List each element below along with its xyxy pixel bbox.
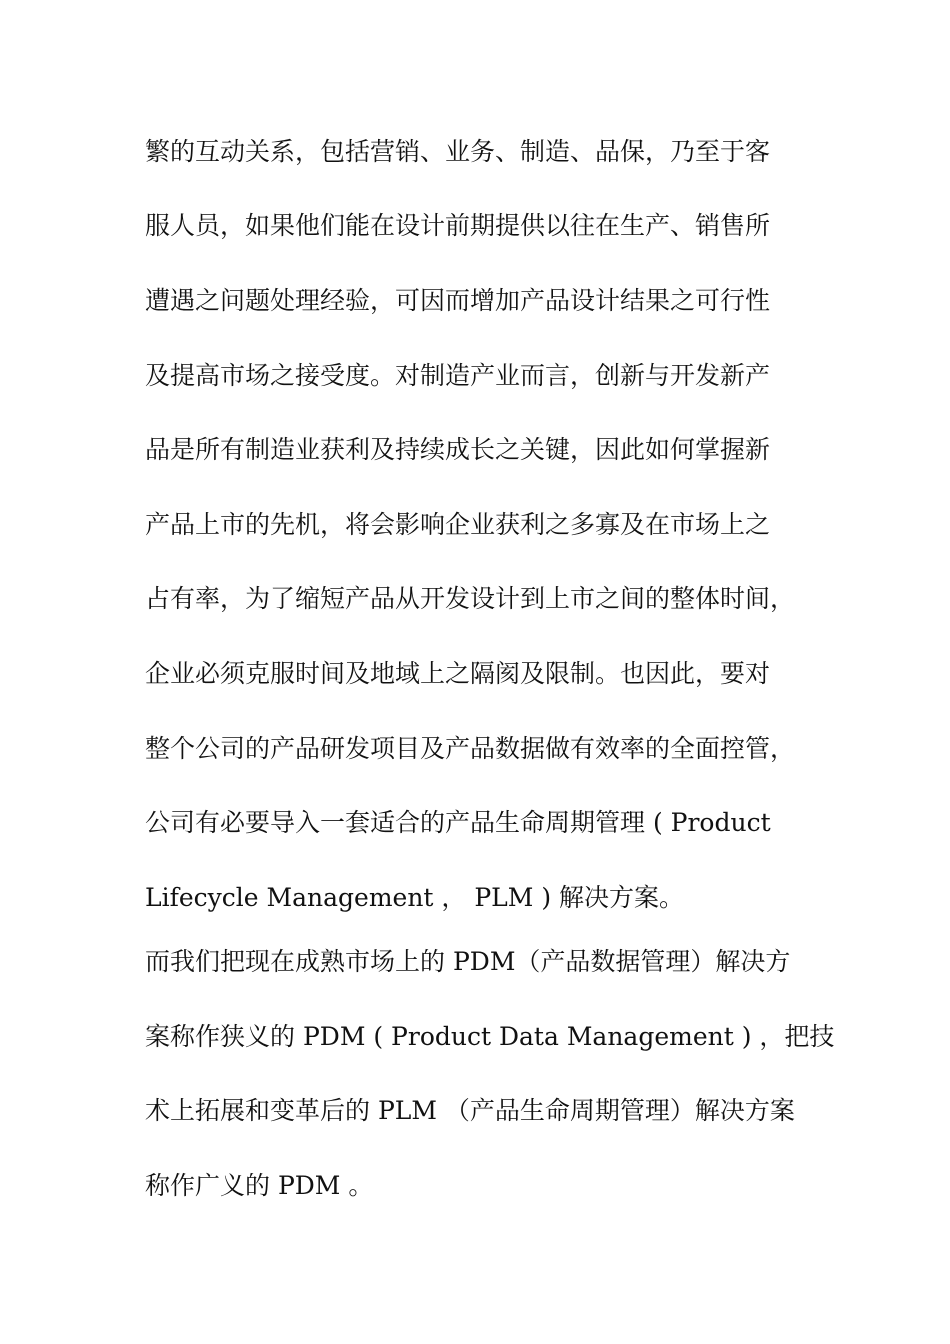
paragraph-line-12: 而我们把现在成熟市场上的 PDM（产品数据管理）解决方: [145, 947, 791, 976]
paragraph-line-2: 服人员，如果他们能在设计前期提供以往在生产、销售所: [145, 211, 771, 240]
paragraph-line-14: 术上拓展和变革后的 PLM （产品生命周期管理）解决方案: [145, 1096, 795, 1125]
paragraph-line-7: 占有率，为了缩短产品从开发设计到上市之间的整体时间，: [145, 584, 796, 613]
paragraph-line-15: 称作广义的 PDM 。: [145, 1171, 374, 1200]
paragraph-line-4: 及提高市场之接受度。对制造产业而言，创新与开发新产: [145, 361, 771, 390]
paragraph-line-1: 繁的互动关系，包括营销、业务、制造、品保，乃至于客: [145, 137, 771, 166]
paragraph-line-5: 品是所有制造业获利及持续成长之关键，因此如何掌握新: [145, 435, 771, 464]
paragraph-line-13: 案称作狭义的 PDM ( Product Data Management ) ，把技: [145, 1022, 835, 1051]
paragraph-line-3: 遭遇之问题处理经验，可因而增加产品设计结果之可行性: [145, 286, 771, 315]
paragraph-line-6: 产品上市的先机，将会影响企业获利之多寡及在市场上之: [145, 510, 771, 539]
paragraph-line-8: 企业必须克服时间及地域上之隔阂及限制。也因此，要对: [145, 659, 771, 688]
paragraph-line-11: Lifecycle Management ， PLM ) 解决方案。: [145, 883, 685, 912]
paragraph-line-10: 公司有必要导入一套适合的产品生命周期管理 ( Product: [145, 808, 771, 837]
paragraph-line-9: 整个公司的产品研发项目及产品数据做有效率的全面控管，: [145, 734, 796, 763]
